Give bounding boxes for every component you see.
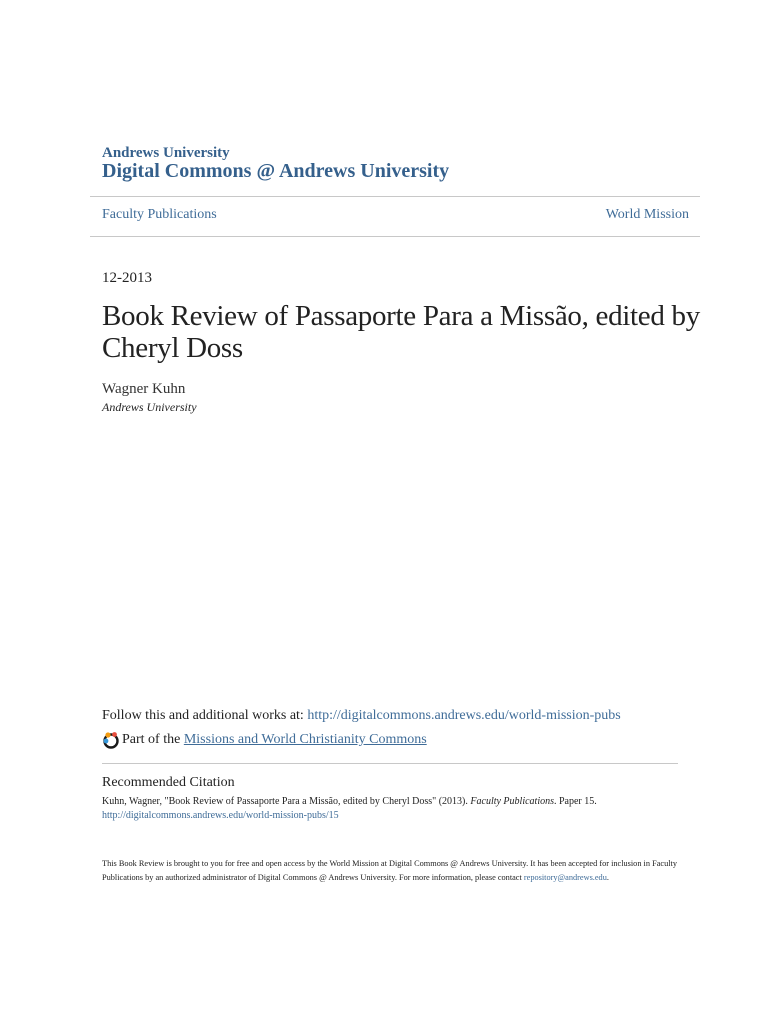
faculty-publications-link[interactable]: Faculty Publications xyxy=(102,207,217,222)
citation-paper: . Paper 15. xyxy=(553,796,597,807)
network-icon xyxy=(102,731,120,749)
citation-text xyxy=(102,796,597,807)
notice-end: . xyxy=(606,873,609,882)
divider-nav xyxy=(90,236,700,237)
access-notice xyxy=(102,857,677,885)
part-of-label: Part of the xyxy=(122,732,181,747)
citation-heading: Recommended Citation xyxy=(102,775,235,790)
notice-text: This Book Review is brought to you for free and open access by the World Mission at Digital Commons @ Andrews University. It has been accepted for inclusion in Faculty Publications by an authorized administrator of Digital Commons @ Andrews University. For more information, please contact xyxy=(102,859,677,882)
world-mission-link[interactable]: World Mission xyxy=(605,207,689,222)
article-title: Book Review of Passaporte Para a Missão, edited by Cheryl Doss xyxy=(102,300,700,364)
author-name: Wagner Kuhn xyxy=(102,381,186,397)
institution-link[interactable]: Andrews University xyxy=(102,145,230,161)
commons-link[interactable]: Missions and World Christianity Commons xyxy=(183,732,427,747)
contact-email-link[interactable]: repository@andrews.edu xyxy=(523,873,607,882)
repository-link[interactable]: Digital Commons @ Andrews University xyxy=(102,160,450,182)
publication-date: 12-2013 xyxy=(102,270,152,286)
divider-top xyxy=(90,196,700,197)
author-affiliation: Andrews University xyxy=(102,400,197,414)
follow-line xyxy=(102,708,621,724)
divider-citation xyxy=(102,763,678,764)
citation-journal: Faculty Publications xyxy=(470,796,554,807)
part-of-line xyxy=(102,731,427,749)
citation-url-link[interactable]: http://digitalcommons.andrews.edu/world-mission-pubs/15 xyxy=(102,810,339,821)
citation-body: Kuhn, Wagner, "Book Review of Passaporte Para a Missão, edited by Cheryl Doss" (2013). xyxy=(102,796,471,807)
collection-url-link[interactable]: http://digitalcommons.andrews.edu/world-mission-pubs xyxy=(307,708,621,723)
follow-label: Follow this and additional works at: xyxy=(102,708,308,723)
